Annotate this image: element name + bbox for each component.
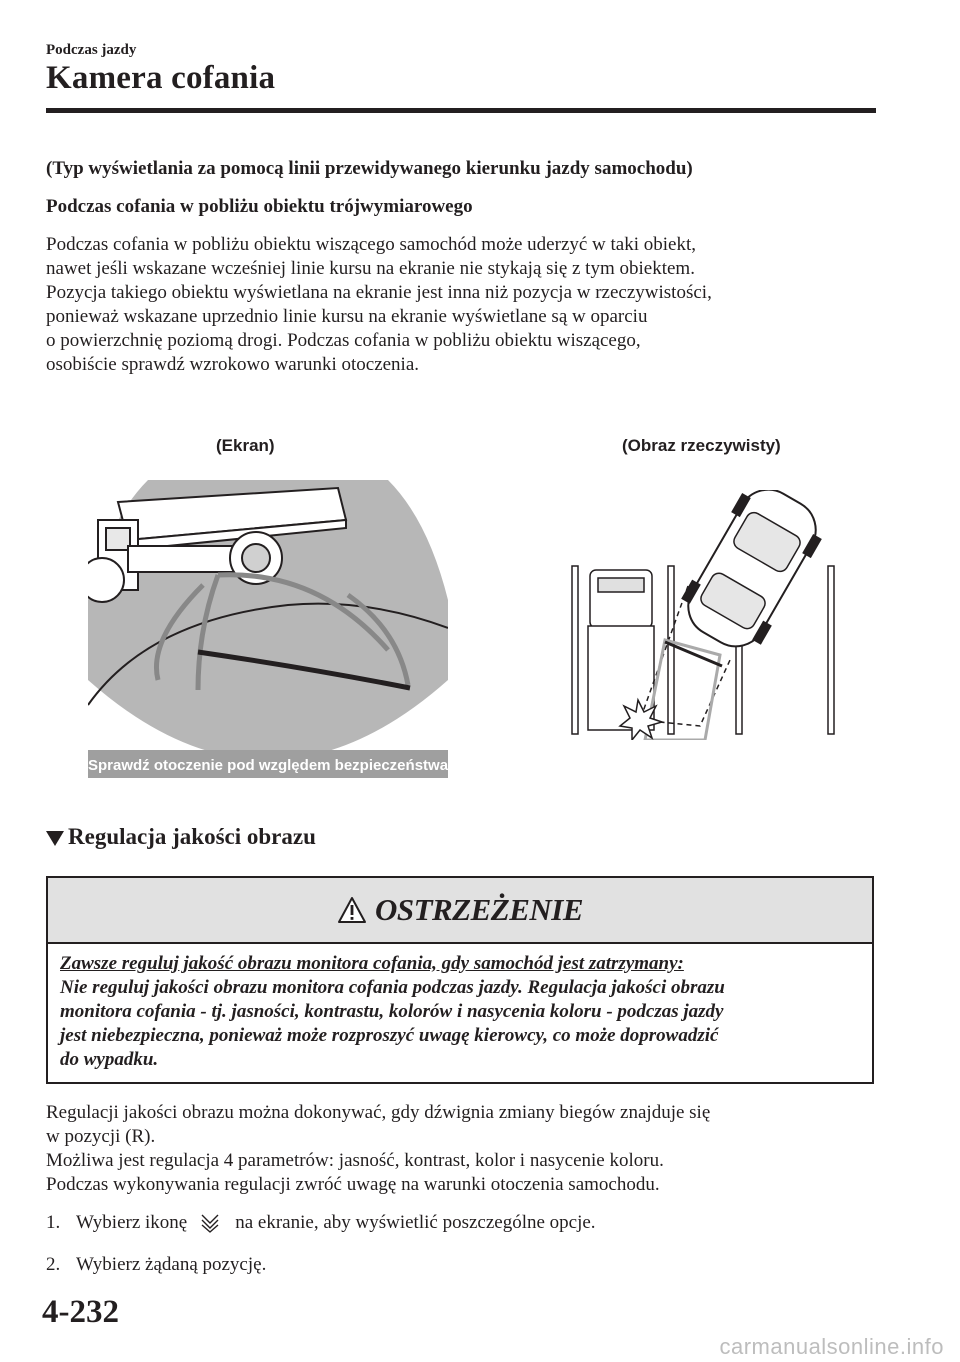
watermark: carmanualsonline.info <box>719 1334 944 1359</box>
intro-line: osobiście sprawdź wzrokowo warunki otoczenia. <box>46 354 420 375</box>
page-number: 4-232 <box>42 1294 119 1330</box>
warning-line: jest niebezpieczna, ponieważ może rozproszyć uwagę kierowcy, co może doprowadzić <box>60 1025 719 1046</box>
body-line: Możliwa jest regulacja 4 parametrów: jasność, kontrast, kolor i nasycenie koloru. <box>46 1150 664 1171</box>
step-2 <box>46 1254 266 1276</box>
screen-label: (Ekran) <box>216 436 275 455</box>
real-image-illustration <box>560 490 850 740</box>
display-mode-heading: (Typ wyświetlania za pomocą linii przewidywanego kierunku jazdy samochodu) <box>46 158 693 179</box>
warning-title: OSTRZEŻENIE <box>374 892 584 927</box>
adjustment-paragraph <box>46 1101 876 1197</box>
warning-triangle-icon <box>337 896 367 924</box>
camera-screen-illustration <box>88 480 448 778</box>
intro-line: o powierzchnię poziomą drogi. Podczas cofania w pobliżu obiektu wiszącego, <box>46 330 641 351</box>
section-heading <box>46 824 316 850</box>
sub-heading: Podczas cofania w pobliżu obiektu trójwymiarowego <box>46 196 473 217</box>
warning-line: monitora cofania - tj. jasności, kontrastu, kolorów i nasycenia koloru - podczas jazdy <box>60 1001 724 1022</box>
running-head: Podczas jazdy <box>46 42 137 58</box>
step-text: Wybierz żądaną pozycję. <box>76 1254 267 1275</box>
step-text: na ekranie, aby wyświetlić poszczególne opcje. <box>235 1212 596 1233</box>
body-line: Podczas wykonywania regulacji zwróć uwagę na warunki otoczenia samochodu. <box>46 1174 660 1195</box>
real-image-label: (Obraz rzeczywisty) <box>622 436 781 455</box>
step-number: 1. <box>46 1212 61 1233</box>
intro-line: Podczas cofania w pobliżu obiektu wiszącego samochód może uderzyć w taki obiekt, <box>46 234 697 255</box>
warning-box <box>46 876 874 1084</box>
page-title: Kamera cofania <box>46 60 276 96</box>
warning-line: Nie reguluj jakości obrazu monitora cofania podczas jazdy. Regulacja jakości obrazu <box>60 977 725 998</box>
body-line: w pozycji (R). <box>46 1126 156 1147</box>
warning-body <box>60 952 866 1072</box>
warning-lead: Zawsze reguluj jakość obrazu monitora cofania, gdy samochód jest zatrzymany: <box>60 953 684 974</box>
warning-line: do wypadku. <box>60 1049 159 1070</box>
intro-line: nawet jeśli wskazane wcześniej linie kursu na ekranie nie stykają się z tym obiektem. <box>46 258 695 279</box>
step-number: 2. <box>46 1254 61 1275</box>
safety-caption: Sprawdź otoczenie pod względem bezpieczeństwa <box>88 757 448 774</box>
warning-header <box>48 878 872 944</box>
double-chevron-down-icon <box>199 1213 221 1233</box>
step-1 <box>46 1212 596 1234</box>
title-rule <box>46 108 876 113</box>
intro-line: ponieważ wskazane uprzednio linie kursu na ekranie wyświetlane są w oparciu <box>46 306 648 327</box>
intro-line: Pozycja takiego obiektu wyświetlana na ekranie jest inna niż pozycja w rzeczywistości, <box>46 282 712 303</box>
step-text: Wybierz ikonę <box>76 1212 188 1233</box>
body-line: Regulacji jakości obrazu można dokonywać, gdy dźwignia zmiany biegów znajduje się <box>46 1102 711 1123</box>
section-heading-text: Regulacja jakości obrazu <box>68 824 316 849</box>
section-marker-icon <box>46 831 64 846</box>
intro-paragraph <box>46 233 876 377</box>
